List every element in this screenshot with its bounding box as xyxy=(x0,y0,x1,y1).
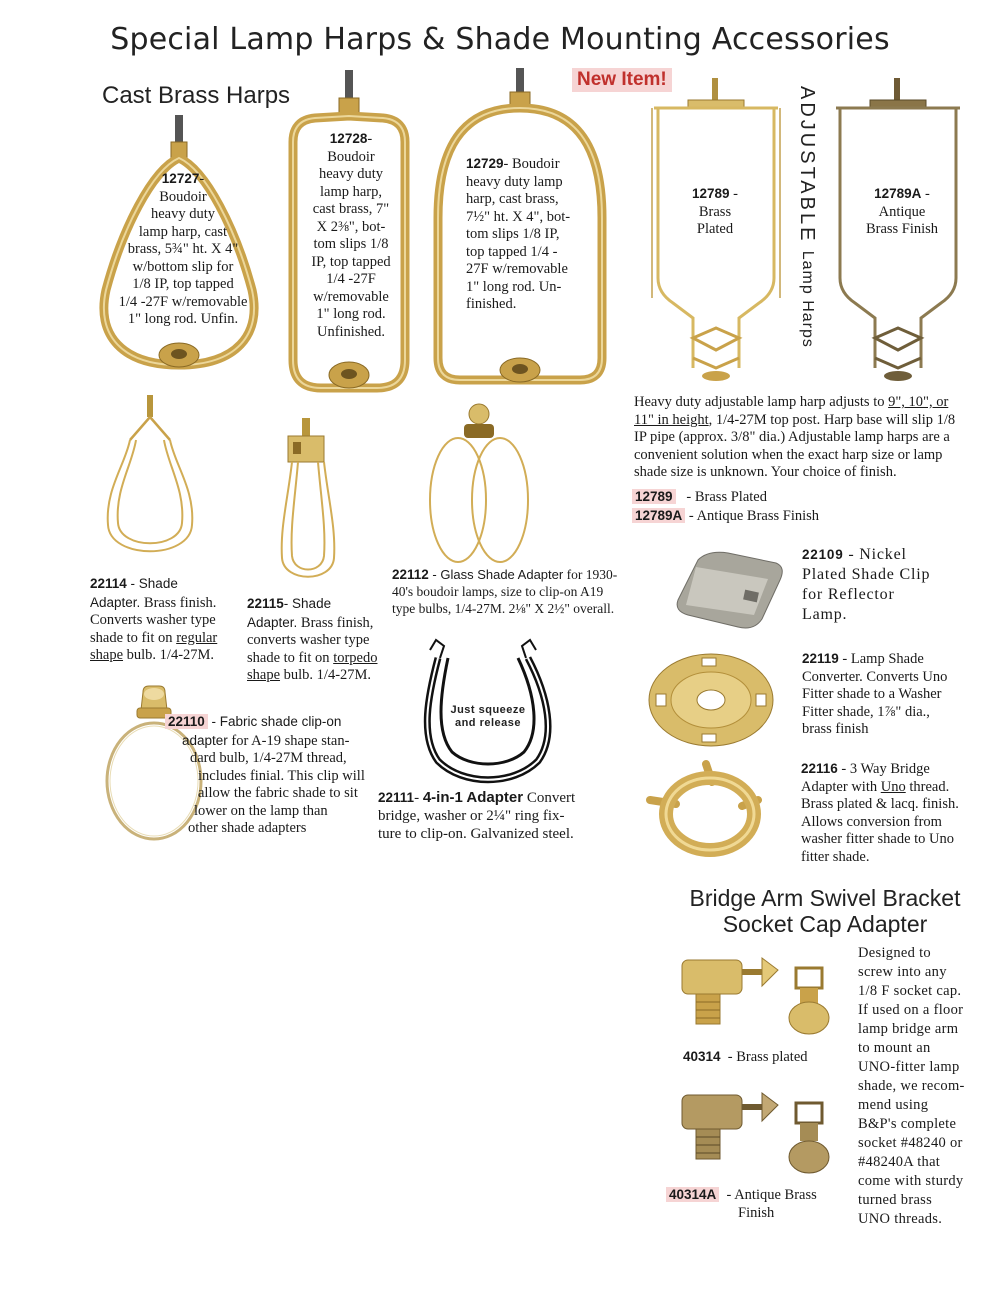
desc-line: dard bulb, 1/4-27M thread, xyxy=(190,750,347,766)
cast-brass-heading: Cast Brass Harps xyxy=(102,82,291,109)
sku-22112: 22112 xyxy=(392,567,429,582)
desc-line: harp, cast brass, xyxy=(466,191,559,207)
desc-line: Brass finish, xyxy=(297,614,374,631)
desc-line: converts washer type xyxy=(247,632,370,648)
desc-line: - Antique Brass xyxy=(719,1187,817,1203)
desc-line: lamp harp, xyxy=(319,183,382,200)
bracket-40314A-image xyxy=(674,1075,854,1185)
desc-line: screw into any xyxy=(858,964,947,980)
page-title: Special Lamp Harps & Shade Mounting Accessories xyxy=(110,22,890,57)
sku-22119: 22119 xyxy=(802,651,839,666)
desc-line: lower on the lamp than xyxy=(194,802,328,819)
adapter-22116-image xyxy=(646,760,776,860)
desc-line: 27F w/removable xyxy=(466,261,568,277)
desc-line: come with sturdy xyxy=(858,1173,964,1189)
desc-line-underlined: torpedo xyxy=(333,649,378,666)
desc-line: cast brass, 7" xyxy=(312,201,390,217)
desc-line: Unfinished. xyxy=(316,323,386,340)
desc-line: socket #48240 or xyxy=(858,1135,963,1151)
desc-line: to mount an xyxy=(858,1040,931,1056)
desc-line: heavy duty lamp xyxy=(466,173,563,190)
desc-line: ture to clip-on. Galvanized steel. xyxy=(378,826,574,842)
sku-12727: 12727 xyxy=(161,171,200,186)
desc-line: bulb. 1/4-27M. xyxy=(123,647,215,663)
sku-12789A-option: 12789A xyxy=(632,508,685,523)
desc-line: Heavy duty adjustable lamp harp adjusts to xyxy=(634,394,889,410)
desc-line: allow the fabric shade to sit xyxy=(198,785,358,801)
bridge-heading xyxy=(660,885,990,937)
desc-line: mend using xyxy=(858,1097,929,1113)
bridge-desc xyxy=(858,944,988,1229)
bracket-40314-image xyxy=(674,940,854,1045)
sku-12728: 12728 xyxy=(329,131,368,146)
desc-line: Allows conversion from xyxy=(801,813,942,830)
harp-12728-desc xyxy=(298,130,404,341)
desc-line: - Boudoir xyxy=(503,156,560,172)
sku-22110: 22110 xyxy=(165,714,208,729)
desc-line: - Glass Shade Adapter xyxy=(428,567,564,582)
desc-line: - Fabric shade clip-on xyxy=(207,714,342,729)
desc-line: 1/4 -27F w/removable xyxy=(118,293,248,310)
desc-line: heavy duty xyxy=(150,206,216,222)
desc-line: w/removable xyxy=(313,288,389,305)
desc-line: UNO threads. xyxy=(858,1211,943,1227)
desc-line: 1/8 F socket cap. xyxy=(858,983,962,999)
desc-line: shade, we recom- xyxy=(858,1078,965,1094)
desc-line: lamp bridge arm xyxy=(858,1021,959,1037)
adapter-22115-image xyxy=(268,418,348,588)
adapter-22110-desc xyxy=(165,713,375,838)
bridge-heading-line-2: Socket Cap Adapter xyxy=(722,911,928,937)
desc-line: Brass plated & lacq. finish. xyxy=(801,796,959,812)
desc-line: for A-19 shape stan- xyxy=(227,732,350,749)
desc-line: brass finish xyxy=(802,721,869,737)
desc-line: Plated xyxy=(696,221,734,237)
adapter-22112-image xyxy=(424,400,534,570)
desc-line: convenient solution when the exact harp size or lamp xyxy=(634,446,943,463)
desc-line: Converter. Converts Uno xyxy=(802,668,948,685)
harp-12729-desc xyxy=(466,155,596,314)
desc-line: shade to fit on xyxy=(90,629,177,646)
desc-line: Brass finish. xyxy=(140,594,217,611)
desc-line: tom slips 1/8 xyxy=(313,236,389,252)
sku-12729: 12729 xyxy=(466,156,504,171)
desc-line-underlined: Uno xyxy=(880,778,906,795)
adapter-22119-desc xyxy=(802,650,982,739)
squeeze-line: and release xyxy=(454,717,522,729)
sku-12789-option: 12789 xyxy=(632,489,676,504)
desc-line: - 3 Way Bridge xyxy=(837,761,930,777)
desc-line: Fitter shade, 1⅞" dia., xyxy=(802,703,930,720)
desc-line: thread. xyxy=(905,778,950,795)
desc-line: 1/8 IP, top tapped xyxy=(132,276,234,292)
desc-line: Finish xyxy=(738,1204,775,1221)
desc-line: heavy duty xyxy=(318,166,384,182)
option-text: - Antique Brass Finish xyxy=(688,508,820,524)
desc-line-underlined: 11" in height xyxy=(634,411,709,428)
desc-line: Plated Shade Clip xyxy=(802,566,931,583)
desc-line: w/bottom slip for xyxy=(132,258,234,275)
desc-line: adapter xyxy=(182,732,228,748)
adapter-22116-desc xyxy=(801,760,986,866)
desc-line: includes finial. This clip will xyxy=(198,767,365,784)
product-name: 4-in-1 Adapter xyxy=(422,789,524,806)
desc-line: B&P's complete xyxy=(858,1116,957,1132)
option-text: - Brass Plated xyxy=(686,489,767,505)
desc-line: 1" long rod. xyxy=(316,306,386,322)
desc-line: UNO-fitter lamp xyxy=(858,1059,960,1075)
desc-line: tom slips 1/8 IP, xyxy=(466,226,560,242)
desc-line: #48240A that xyxy=(858,1154,941,1170)
desc-line: shade size is unknown. Your choice of finish. xyxy=(634,464,897,480)
desc-line: Boudoir xyxy=(159,188,207,205)
bracket-40314A-label xyxy=(666,1186,856,1222)
desc-line: brass, 5¾" ht. X 4" xyxy=(127,241,239,257)
adapter-22111-desc xyxy=(378,789,618,843)
adapter-22119-image xyxy=(646,650,776,750)
desc-line: Antique xyxy=(878,203,926,220)
desc-line: Boudoir xyxy=(327,148,375,165)
desc-line: Adapter. xyxy=(90,594,141,610)
desc-line: Lamp. xyxy=(802,606,848,623)
sku-12789: 12789 xyxy=(691,186,730,201)
desc-line: 7½" ht. X 4", bot- xyxy=(466,208,571,225)
desc-line: bridge, washer or 2¼" ring fix- xyxy=(378,808,565,824)
new-item-badge: New Item! xyxy=(572,68,672,92)
sku-sep: - xyxy=(729,186,738,202)
desc-line: Converts washer type xyxy=(90,612,216,628)
desc-line-underlined: shape xyxy=(247,667,281,683)
adjustable-option-2 xyxy=(632,507,819,526)
sku-sep: - xyxy=(199,171,205,187)
desc-line: Fitter shade to a Washer xyxy=(802,686,942,702)
desc-line: turned brass xyxy=(858,1192,933,1208)
desc-line: IP, top tapped xyxy=(311,253,391,270)
desc-line: finished. xyxy=(466,296,517,312)
desc-line: - Shade xyxy=(126,576,178,591)
desc-line: washer fitter shade to Uno xyxy=(801,831,955,847)
desc-line: 1" long rod. Un- xyxy=(466,278,562,295)
desc-line-underlined: shape xyxy=(90,647,124,663)
desc-line: fitter shade. xyxy=(801,848,870,865)
desc-line: other shade adapters xyxy=(188,820,307,836)
harp-12789A-label xyxy=(856,185,948,239)
desc-line: Convert xyxy=(523,790,576,806)
adjustable-option-1 xyxy=(632,488,767,507)
bracket-40314-label xyxy=(683,1048,808,1067)
desc-line: - Brass plated xyxy=(720,1049,808,1065)
bridge-heading-line-1: Bridge Arm Swivel Bracket xyxy=(689,885,961,911)
sku-22115: 22115 xyxy=(247,596,284,611)
adapter-22114-desc xyxy=(90,575,250,665)
adjustable-vertical-title xyxy=(795,86,818,348)
adjustable-desc xyxy=(634,394,979,482)
desc-line: - Lamp Shade xyxy=(838,651,924,667)
sku-sep: - xyxy=(921,186,930,202)
desc-line: lamp harp, cast xyxy=(138,223,228,240)
desc-line: IP pipe (approx. 3/8" dia.) Adjustable lamp harps are a xyxy=(634,429,950,445)
desc-line: Brass xyxy=(698,203,732,220)
desc-line: Adapter. xyxy=(247,614,298,630)
sku-22114: 22114 xyxy=(90,576,127,591)
desc-line: bulb. 1/4-27M. xyxy=(280,667,372,683)
desc-line-underlined: 9", 10", or xyxy=(888,394,949,410)
desc-line: for 1930- xyxy=(563,567,618,582)
sku-22111: 22111 xyxy=(378,790,415,805)
harp-12727-desc xyxy=(108,170,258,329)
squeeze-caption xyxy=(428,704,548,730)
desc-line: for Reflector xyxy=(802,586,895,603)
adjustable-word: ADJUSTABLE xyxy=(796,86,818,244)
desc-line: , 1/4-27M top post. Harp base will slip 1/8 xyxy=(708,411,956,428)
sku-40314: 40314 xyxy=(683,1049,721,1064)
desc-line: 1/4 -27F xyxy=(326,271,376,287)
sku-sep: - xyxy=(367,131,373,147)
squeeze-line: Just squeeze xyxy=(450,704,526,716)
desc-line: type bulbs, 1/4-27M. 2⅛" X 2½" overall. xyxy=(392,601,615,616)
sku-22109: 22109 xyxy=(802,547,844,562)
desc-line: Brass Finish xyxy=(865,221,939,237)
harp-12789-label xyxy=(672,185,758,239)
adapter-22109-image xyxy=(668,545,788,635)
adapter-22112-desc xyxy=(392,566,642,617)
sku-40314A: 40314A xyxy=(666,1187,719,1202)
sku-12789A: 12789A xyxy=(874,186,922,201)
desc-line: 1" long rod. Unfin. xyxy=(127,311,239,327)
desc-line: X 2⅜", bot- xyxy=(316,218,386,235)
desc-line: - Shade xyxy=(283,596,332,611)
lamp-harps-word: Lamp Harps xyxy=(799,250,816,348)
adapter-22115-desc xyxy=(247,595,397,685)
desc-line: shade to fit on xyxy=(247,649,334,666)
desc-line: - xyxy=(414,790,423,806)
desc-line: Adapter with xyxy=(801,778,881,795)
adapter-22109-desc xyxy=(802,545,982,625)
desc-line: Designed to xyxy=(858,945,931,961)
desc-line: top tapped 1/4 - xyxy=(466,243,558,260)
desc-line: 40's boudoir lamps, size to clip-on A19 xyxy=(392,584,604,599)
adapter-22114-image xyxy=(100,395,200,565)
desc-line: If used on a floor xyxy=(858,1002,964,1018)
desc-line-underlined: regular xyxy=(176,629,218,646)
sku-22116: 22116 xyxy=(801,761,838,776)
desc-line: - Nickel xyxy=(843,546,907,563)
